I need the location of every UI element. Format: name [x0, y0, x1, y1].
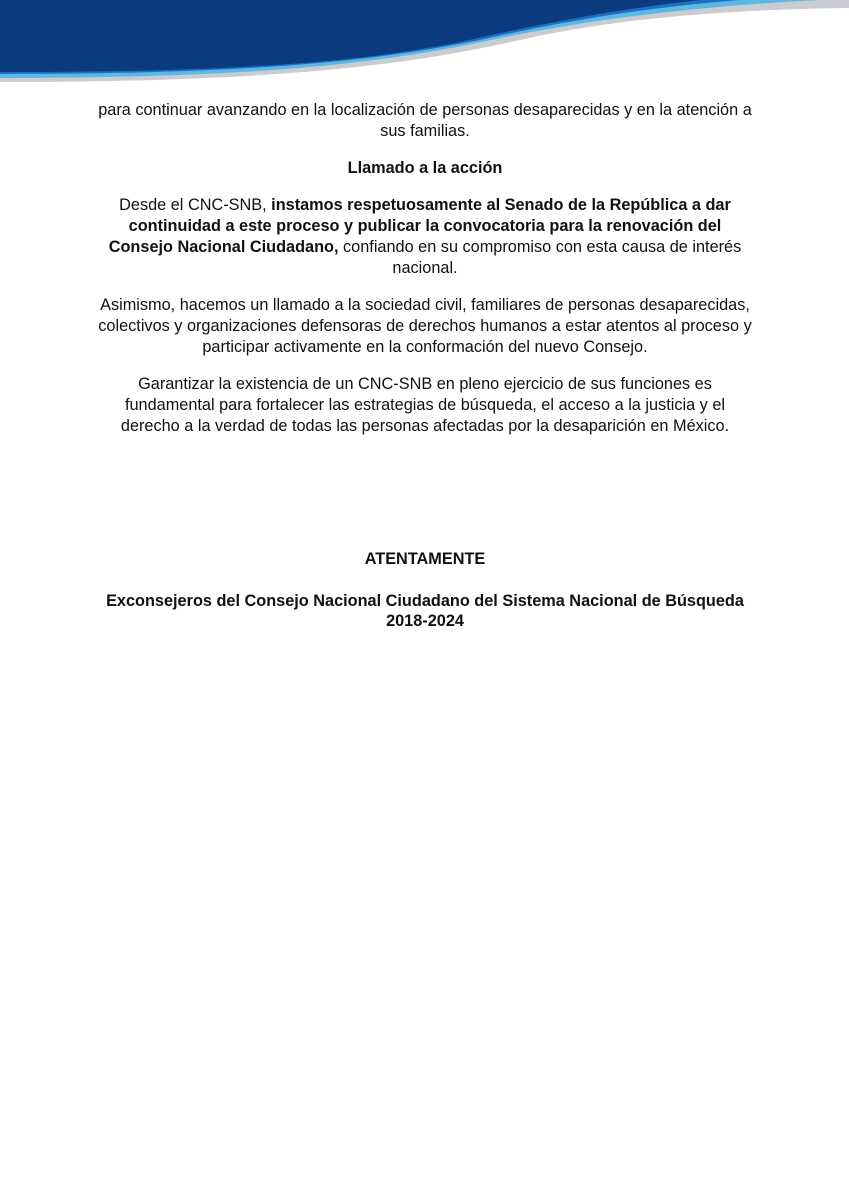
letter-body	[95, 100, 755, 453]
paragraph-conclusion: Garantizar la existencia de un CNC-SNB en pleno ejercicio de sus funciones es fundamental para fortalecer las estrategias de búsqueda, el acceso a la justicia y el derecho a la verdad de todas las personas afectadas por la desaparición en México.	[120, 375, 730, 435]
paragraph-call-end: confiando en su compromiso con esta causa de interés nacional.	[338, 238, 742, 277]
paragraph-call-bold: instamos respetuosamente al Senado de la República a dar continuidad a este proceso y publicar la convocatoria para la renovación del Consejo Nacional Ciudadano,	[108, 196, 731, 256]
signature-block	[60, 549, 790, 631]
paragraph-call-to-society: Asimismo, hacemos un llamado a la sociedad civil, familiares de personas desaparecidas, colectivos y organizaciones defensoras de derechos humanos a estar atentos al proceso y participar activamente en la conformación del nuevo Consejo.	[98, 296, 752, 356]
section-heading: Llamado a la acción	[347, 159, 503, 177]
header-decorative-band	[0, 0, 849, 95]
signer-period: 2018-2024	[386, 612, 464, 630]
signer-name: Exconsejeros del Consejo Nacional Ciudadano del Sistema Nacional de Búsqueda	[106, 592, 744, 610]
paragraph-call-start: Desde el CNC-SNB,	[119, 196, 272, 214]
paragraph-call-to-senate	[95, 195, 755, 279]
paragraph-continuation: para continuar avanzando en la localización de personas desaparecidas y en la atención a sus familias.	[98, 101, 752, 140]
closing-greeting: ATENTAMENTE	[364, 550, 486, 568]
